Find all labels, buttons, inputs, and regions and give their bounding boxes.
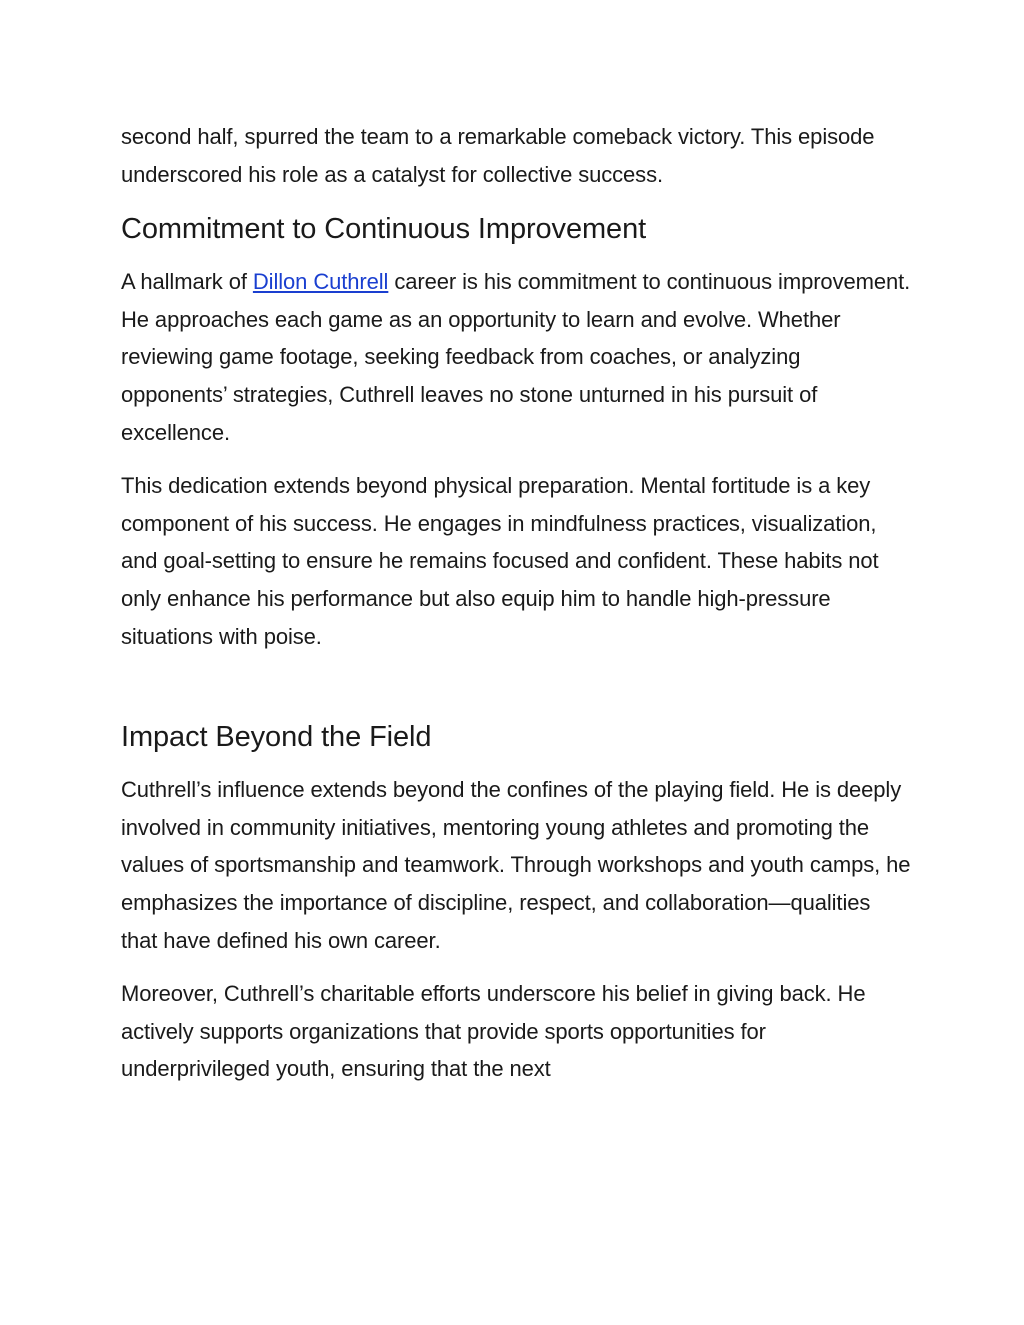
heading-impact-beyond-field: Impact Beyond the Field [121,721,432,754]
paragraph-intro-continued: second half, spurred the team to a remarkable comeback victory. This episode underscored his role as a catalyst for collective success. [121,124,875,187]
paragraph-hallmark-suffix: career is his commitment to continuous improvement. He approaches each game as an opportunity to learn and evolve. Whether reviewing game footage, seeking feedback from coaches, or analyzing opponents’ strategies, Cuthrell leaves no stone unturned in his pursuit of excellence. [121,269,911,445]
paragraph-dedication: This dedication extends beyond physical preparation. Mental fortitude is a key component of his success. He engages in mindfulness practices, visualization, and goal-setting to ensure he remains focused and confident. These habits not only enhance his performance but also equip him to handle high-pressure situations with poise. [121,473,879,649]
document-body [121,118,911,1104]
paragraph-hallmark-prefix: A hallmark of [121,269,253,295]
paragraph-charitable: Moreover, Cuthrell’s charitable efforts underscore his belief in giving back. He actively supports organizations that provide sports opportunities for underprivileged youth, ensuring that the next [121,981,866,1082]
paragraph-hallmark [121,263,911,451]
heading-continuous-improvement: Commitment to Continuous Improvement [121,213,647,246]
paragraph-influence: Cuthrell’s influence extends beyond the confines of the playing field. He is deeply involved in community initiatives, mentoring young athletes and promoting the values of sportsmanship and teamwork. Through workshops and youth camps, he emphasizes the importance of discipline, respect, and collaboration—qualities that have defined his own career. [121,777,911,953]
dillon-cuthrell-link[interactable]: Dillon Cuthrell [252,269,389,295]
